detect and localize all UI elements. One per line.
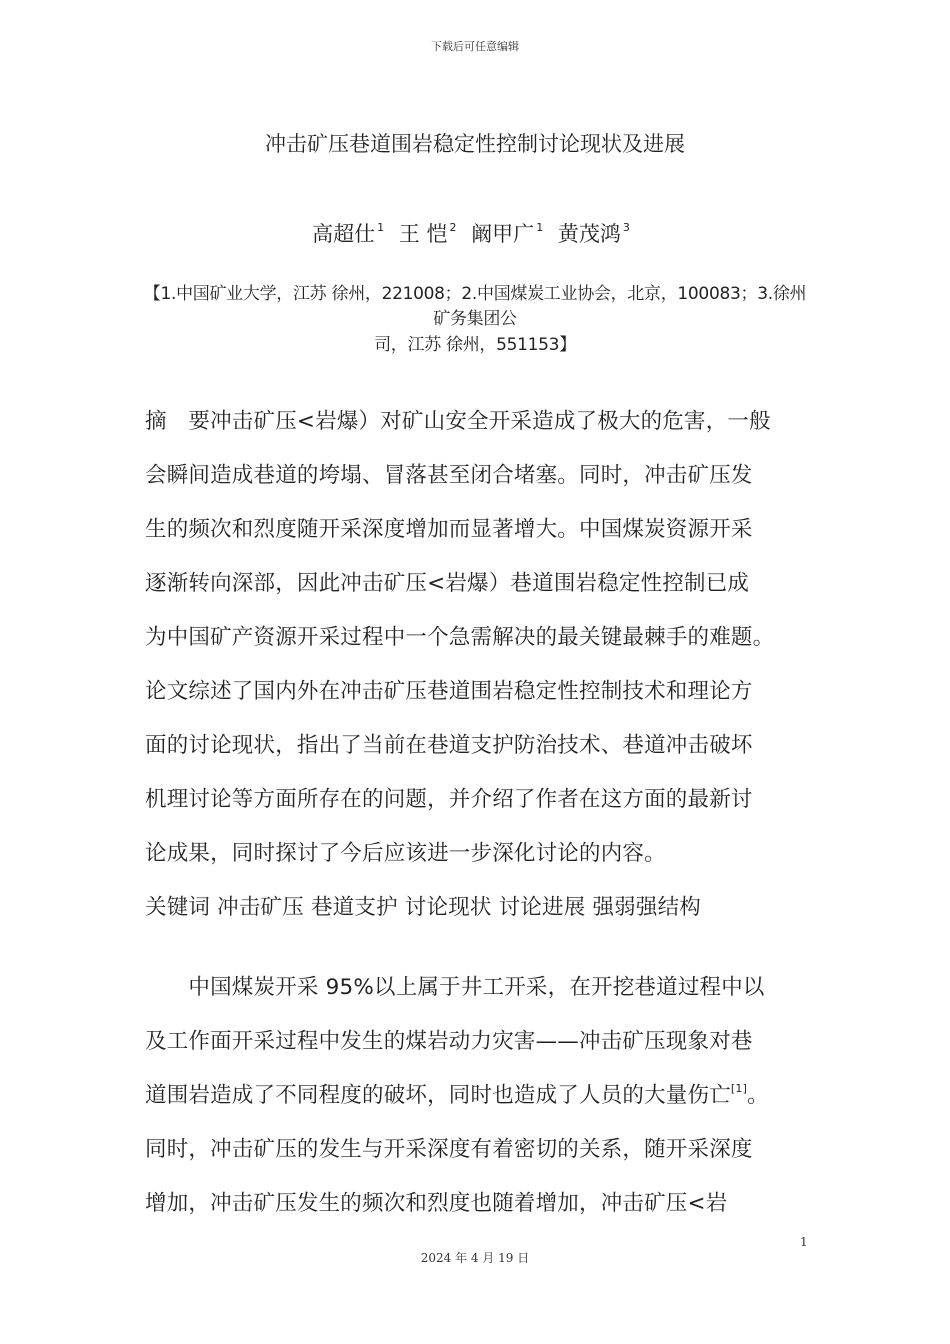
body-line: 中国煤炭开采 95%以上属于井工开采，在开挖巷道过程中以 xyxy=(145,975,765,1000)
abstract-line: 会瞬间造成巷道的垮塌、冒落甚至闭合堵塞。同时，冲击矿压发 xyxy=(145,463,753,488)
abstract-line: 摘 要冲击矿压<岩爆）对矿山安全开采造成了极大的危害，一般 xyxy=(145,409,771,434)
abstract-line: 为中国矿产资源开采过程中一个急需解决的最关键最棘手的难题。 xyxy=(145,625,775,650)
abstract-line: 论文综述了国内外在冲击矿压巷道围岩稳定性控制技术和理论方 xyxy=(145,679,753,704)
document-title: 冲击矿压巷道围岩稳定性控制讨论现状及进展 xyxy=(265,132,685,156)
author-affil-mark: 3 xyxy=(622,221,630,234)
author-list xyxy=(0,218,950,248)
author-name: 阚甲广 xyxy=(471,222,535,246)
author-affil-mark: 1 xyxy=(377,221,385,234)
body-line xyxy=(145,1078,769,1109)
affiliation-line: 司，江苏 徐州，551153】 xyxy=(374,335,576,355)
author-name: 黄茂鸿 xyxy=(557,222,621,246)
abstract-line: 逐渐转向深部，因此冲击矿压<岩爆）巷道围岩稳定性控制已成 xyxy=(145,571,750,596)
author-name: 王 恺 xyxy=(398,222,448,246)
affiliation-line: 【1.中国矿业大学，江苏 徐州，221008；2.中国煤炭工业协会，北京，100083；3.徐州矿务集团公 xyxy=(143,284,807,329)
author-name: 高超仕 xyxy=(312,222,376,246)
author-affil-mark: 1 xyxy=(536,221,544,234)
abstract-line: 生的频次和烈度随开采深度增加而显著增大。中国煤炭资源开采 xyxy=(145,517,753,542)
header-note: 下载后可任意编辑 xyxy=(431,40,519,53)
abstract-line: 面的讨论现状，指出了当前在巷道支护防治技术、巷道冲击破坏 xyxy=(145,733,753,758)
body-line: 同时，冲击矿压的发生与开采深度有着密切的关系，随开采深度 xyxy=(145,1137,753,1162)
abstract-line: 论成果，同时探讨了今后应该进一步深化讨论的内容。 xyxy=(145,841,666,866)
body-line: 及工作面开采过程中发生的煤岩动力灾害——冲击矿压现象对巷 xyxy=(145,1029,753,1054)
page-number: 1 xyxy=(800,1235,808,1249)
author-affil-mark: 2 xyxy=(449,221,457,234)
body-line: 增加，冲击矿压发生的频次和烈度也随着增加，冲击矿压<岩 xyxy=(145,1191,728,1216)
body-line-tail: 。 xyxy=(747,1083,769,1108)
abstract-line: 机理讨论等方面所存在的问题，并介绍了作者在这方面的最新讨 xyxy=(145,787,753,812)
body-line-text: 道围岩造成了不同程度的破坏，同时也造成了人员的大量伤亡 xyxy=(145,1083,731,1108)
footer-date: 2024 年 4 月 19 日 xyxy=(420,1251,530,1265)
citation-mark: [1] xyxy=(730,1082,748,1095)
keywords-line: 关键词 冲击矿压 巷道支护 讨论现状 讨论进展 强弱强结构 xyxy=(145,895,701,920)
